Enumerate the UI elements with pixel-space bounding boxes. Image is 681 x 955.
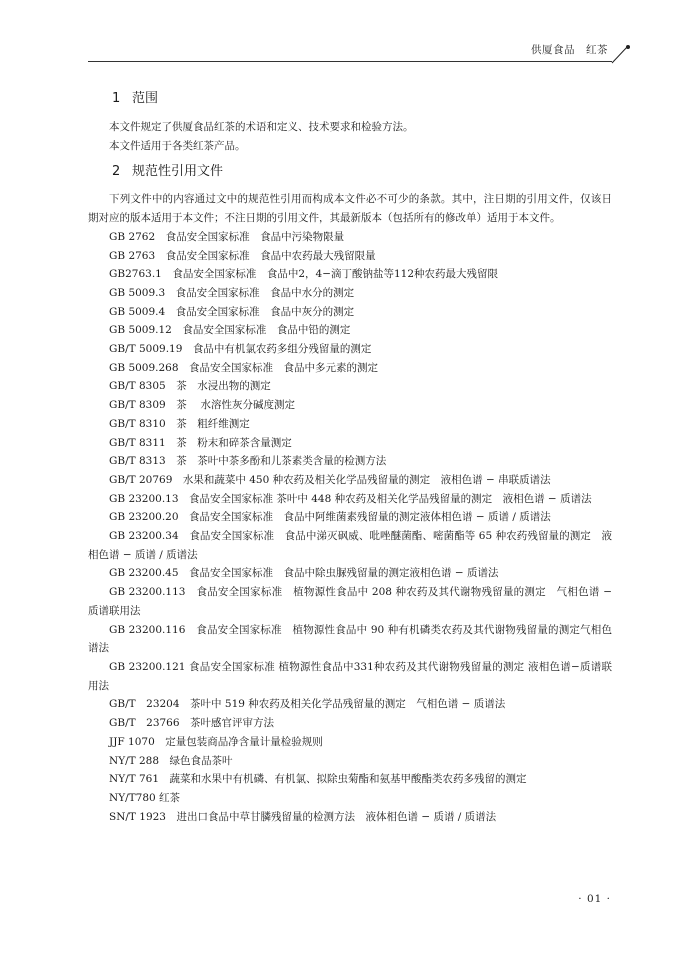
page-header <box>88 40 628 62</box>
section-heading-scope <box>88 86 612 112</box>
paragraph: 本文件规定了供厦食品红茶的术语和定义、技术要求和检验方法。 <box>109 121 414 133</box>
reference-item: NY/T 761 蔬菜和水果中有机磷、有机氯、拟除虫菊酯和氨基甲酸酯类农药多残留的测定 <box>109 773 527 786</box>
reference-item: GB 5009.12 食品安全国家标准 食品中铅的测定 <box>109 324 351 337</box>
reference-item: GB 2763 食品安全国家标准 食品中农药最大残留限量 <box>109 249 376 262</box>
header-title: 供厦食品 红茶 <box>531 44 608 56</box>
section-heading-normative-references <box>88 159 612 185</box>
reference-item: SN/T 1923 进出口食品中草甘膦残留量的检测方法 液体相色谱 − 质谱 / 质谱法 <box>109 810 497 823</box>
section-number: 1 <box>112 91 121 106</box>
header-rule <box>88 61 612 62</box>
reference-item: GB/T 8311 茶 粉末和碎茶含量测定 <box>109 436 292 449</box>
section-title: 规范性引用文件 <box>132 164 224 180</box>
reference-item: GB/T 23204 茶叶中 519 种农药及相关化学品残留量的测定 气相色谱 − 质谱法 <box>109 698 506 711</box>
reference-item: GB/T 8305 茶 水浸出物的测定 <box>109 380 271 393</box>
reference-list <box>88 228 612 827</box>
reference-item: GB/T 5009.19 食品中有机氯农药多组分残留量的测定 <box>109 343 372 356</box>
reference-item: GB 23200.34 食品安全国家标准 食品中涕灭砜威、吡唑醚菌酯、嘧菌酯等 65 种农药残留量的测定 液相色谱 − 质谱 / 质谱法 <box>88 530 612 561</box>
reference-item: GB 23200.20 食品安全国家标准 食品中阿维菌素残留量的测定液体相色谱 − 质谱 / 质谱法 <box>109 511 551 524</box>
reference-item: GB 2762 食品安全国家标准 食品中污染物限量 <box>109 230 345 243</box>
section-number: 2 <box>112 164 121 180</box>
reference-item: GB 23200.121 食品安全国家标准 植物源性食品中331种农药及其代谢物残留量的测定 液相色谱−质谱联用法 <box>88 660 612 692</box>
document-body <box>88 86 612 826</box>
header-slash-icon <box>608 42 632 64</box>
reference-item: GB 23200.45 食品安全国家标准 食品中除虫脲残留量的测定液相色谱 − 质谱法 <box>109 567 499 580</box>
reference-item: GB/T 23766 茶叶感官评审方法 <box>109 717 275 730</box>
reference-item: GB/T 8310 茶 粗纤维测定 <box>109 417 250 430</box>
reference-item: JJF 1070 定量包装商品净含量计量检验规则 <box>109 735 323 748</box>
reference-item: GB 23200.13 食品安全国家标准 茶叶中 448 种农药及相关化学品残留量的测定 液相色谱 − 质谱法 <box>109 492 592 505</box>
page-number: · 01 · <box>578 893 611 905</box>
reference-item: GB/T 20769 水果和蔬菜中 450 种农药及相关化学品残留量的测定 液相色谱 − 串联质谱法 <box>109 473 551 486</box>
paragraph: 本文件适用于各类红茶产品。 <box>109 139 246 152</box>
reference-item: GB 23200.116 食品安全国家标准 植物源性食品中 90 种有机磷类农药及其代谢物残留量的测定气相色谱法 <box>88 623 612 655</box>
reference-item: GB 5009.268 食品安全国家标准 食品中多元素的测定 <box>109 361 379 374</box>
section-title: 范围 <box>132 91 159 106</box>
paragraph: 下列文件中的内容通过文中的规范性引用而构成本文件必不可少的条款。其中，注日期的引用文件，仅该日期对应的版本适用于本文件；不注日期的引用文件，其最新版本（包括所有的修改单）适用于本文件。 <box>88 193 612 225</box>
reference-item: NY/T780 红茶 <box>109 791 181 804</box>
reference-item: NY/T 288 绿色食品茶叶 <box>109 754 233 767</box>
reference-item: GB/T 8313 茶 茶叶中茶多酚和儿茶素类含量的检测方法 <box>109 455 387 468</box>
reference-item: GB2763.1 食品安全国家标准 食品中2，4−滴丁酸钠盐等112种农药最大残留限 <box>109 268 499 281</box>
reference-item: GB 5009.4 食品安全国家标准 食品中灰分的测定 <box>109 305 355 318</box>
reference-item: GB 23200.113 食品安全国家标准 植物源性食品中 208 种农药及其代谢物残留量的测定 气相色谱 − 质谱联用法 <box>88 586 612 617</box>
reference-item: GB/T 8309 茶 水溶性灰分碱度测定 <box>109 399 296 412</box>
reference-item: GB 5009.3 食品安全国家标准 食品中水分的测定 <box>109 286 355 299</box>
